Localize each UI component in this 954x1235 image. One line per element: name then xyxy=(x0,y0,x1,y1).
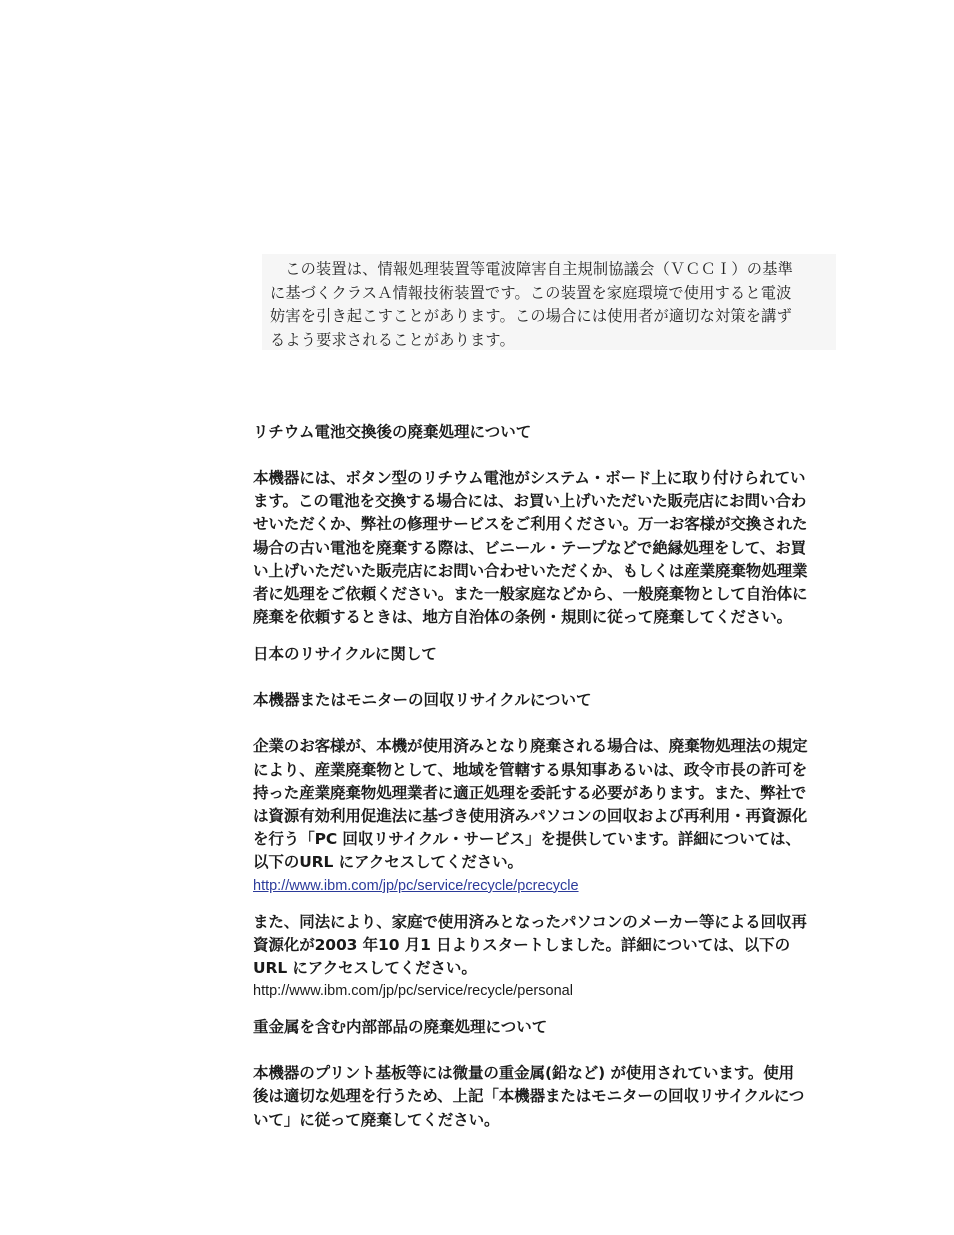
recycle-japan-heading: 日本のリサイクルに関して xyxy=(253,645,437,664)
battery-heading: リチウム電池交換後の廃棄処理について xyxy=(253,423,532,441)
battery-line: い上げいただいた販売店にお問い合わせいただくか、もしくは産業廃棄物処理業 xyxy=(253,561,808,580)
heavy-metal-line: 本機器のプリント基板等には微量の重金属(鉛など) が使用されています。使用 xyxy=(253,1064,795,1083)
vcci-notice-box xyxy=(262,254,836,350)
battery-line: 場合の古い電池を廃棄する際は、ビニール・テープなどで絶縁処理をして、お買 xyxy=(253,538,807,557)
corporate-recycle-paragraph xyxy=(253,735,841,874)
corporate-line: 以下のURL にアクセスしてください。 xyxy=(253,853,523,872)
recycling-notices xyxy=(253,421,841,1132)
pcrecycle-link[interactable]: http://www.ibm.com/jp/pc/service/recycle/pcrecycle xyxy=(253,877,579,894)
heavy-metal-line: いて」に従って廃棄してください。 xyxy=(253,1110,500,1129)
corporate-line: 持った産業廃棄物処理業者に適正処理を委託する必要があります。また、弊社で xyxy=(253,783,807,802)
vcci-notice-text xyxy=(270,258,828,352)
corporate-line: により、産業廃棄物として、地域を管轄する県知事あるいは、政令市長の許可を xyxy=(253,760,808,779)
battery-line: 廃棄を依頼するときは、地方自治体の条例・規則に従って廃棄してください。 xyxy=(253,608,793,627)
corporate-line: は資源有効利用促進法に基づき使用済みパソコンの回収および再利用・再資源化 xyxy=(253,807,808,826)
vcci-line: 妨害を引き起こすことがあります。この場合には使用者が適切な対策を講ず xyxy=(270,307,792,325)
monitor-recycle-heading: 本機器またはモニターの回収リサイクルについて xyxy=(253,691,592,710)
home-line: URL にアクセスしてください。 xyxy=(253,959,477,978)
vcci-line: るよう要求されることがあります。 xyxy=(270,330,515,349)
battery-line: ます。この電池を交換する場合には、お買い上げいただいた販売店にお問い合わ xyxy=(253,492,807,511)
battery-line: 者に処理をご依頼ください。また一般家庭などから、一般廃棄物として自治体に xyxy=(253,585,808,604)
home-line: また、同法により、家庭で使用済みとなったパソコンのメーカー等による回収再 xyxy=(253,912,807,931)
battery-line: 本機器には、ボタン型のリチウム電池がシステム・ボード上に取り付けられてい xyxy=(253,469,806,487)
battery-paragraph xyxy=(253,467,841,629)
battery-line: せいただくか、弊社の修理サービスをご利用ください。万一お客様が交換された xyxy=(253,515,808,534)
vcci-line: この装置は、情報処理装置等電波障害自主規制協議会（ＶＣＣＩ）の基準 xyxy=(285,260,793,278)
vcci-line: に基づくクラスＡ情報技術装置です。この装置を家庭環境で使用すると電波 xyxy=(270,283,792,302)
heavy-metal-heading: 重金属を含む内部部品の廃棄処理について xyxy=(253,1018,548,1037)
home-recycle-paragraph xyxy=(253,911,841,981)
corporate-line: を行う「PC 回収リサイクル・サービス」を提供しています。詳細については、 xyxy=(253,830,801,849)
heavy-metal-paragraph xyxy=(253,1062,841,1132)
heavy-metal-line: 後は適切な処理を行うため、上記「本機器またはモニターの回収リサイクルにつ xyxy=(253,1087,805,1106)
home-line: 資源化が2003 年10 月1 日よりスタートしました。詳細については、以下の xyxy=(253,935,790,954)
personal-recycle-url: http://www.ibm.com/jp/pc/service/recycle/personal xyxy=(253,983,573,1000)
corporate-line: 企業のお客様が、本機が使用済みとなり廃棄される場合は、廃棄物処理法の規定 xyxy=(253,737,808,756)
